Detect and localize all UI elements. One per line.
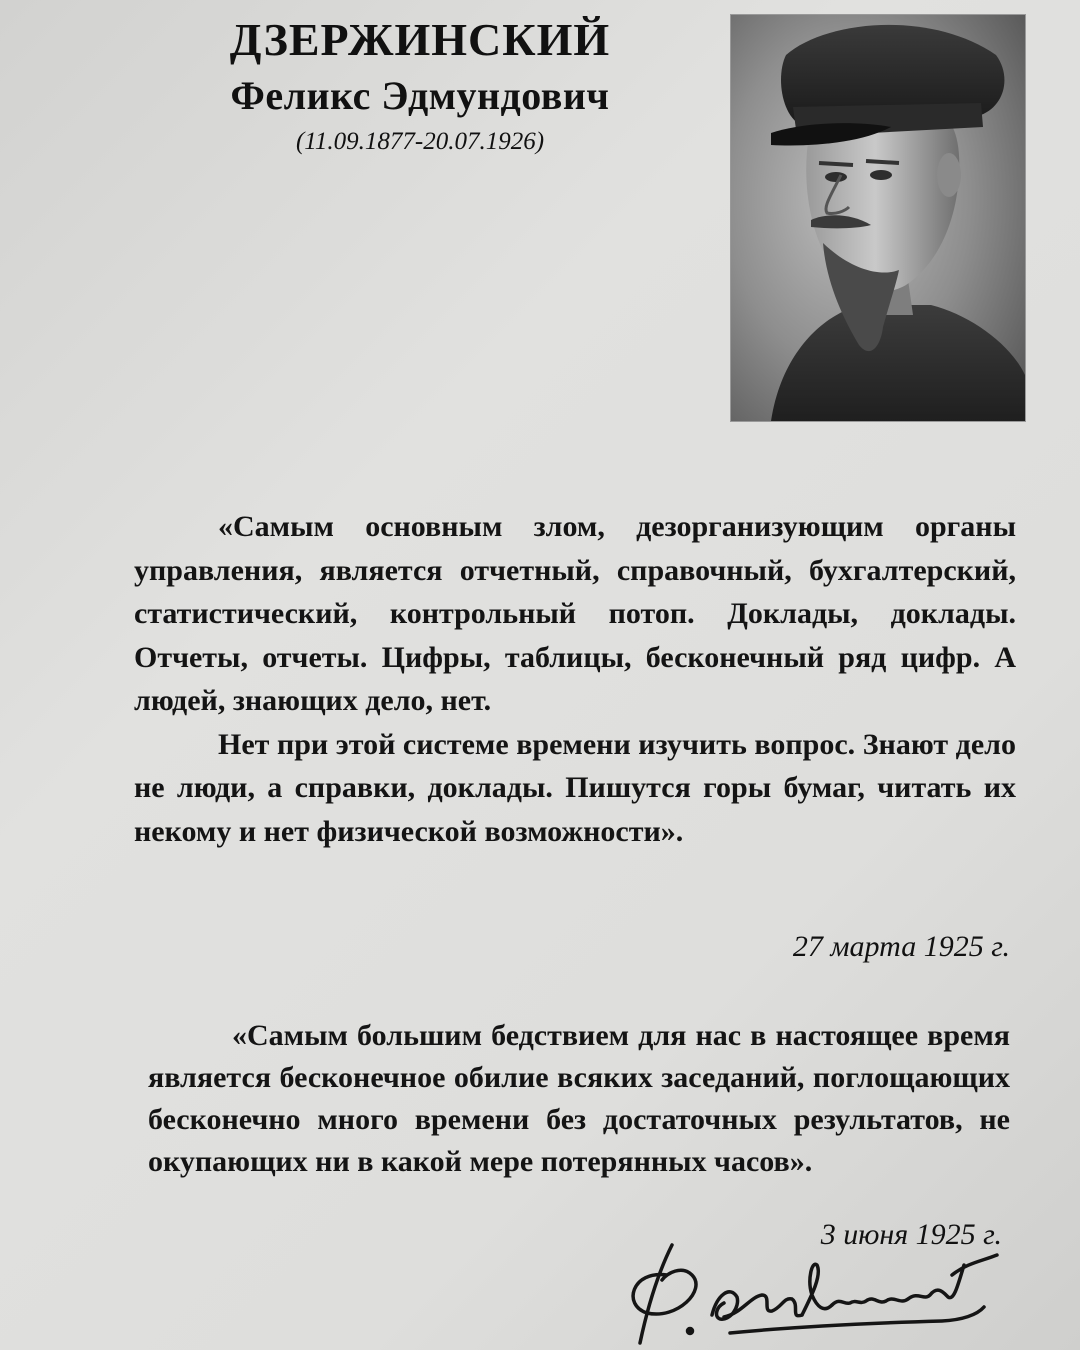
quote-block-2 [148,1015,1010,1183]
quote-1-date: 27 марта 1925 г. [792,930,1010,963]
quote-2-date: 3 июня 1925 г. [820,1218,1002,1251]
surname-title: ДЗЕРЖИНСКИЙ [229,14,611,65]
portrait-photo [730,14,1026,422]
header [170,10,670,162]
quote-1-paragraph-2: Нет при этой системе времени изучить вопрос. Знают дело не люди, а справки, доклады. Пишутся горы бумаг, читать их некому и нет физической возможности». [134,727,1016,848]
given-names: Феликс Эдмундович [230,73,610,118]
handwritten-signature [612,1235,1012,1347]
portrait-image [731,15,1025,421]
life-dates: (11.09.1877-20.07.1926) [295,128,545,155]
quote-1-paragraph-1: «Самым основным злом, дезорганизующим органы управления, является отчетный, справочный, бухгалтерский, статистический, контрольный потоп. Доклады, доклады. Отчеты, отчеты. Цифры, таблицы, бесконечный ряд цифр. А людей, знающих дело, нет. [134,510,1016,717]
quote-2-paragraph-1: «Самым большим бедствием для нас в настоящее время является бесконечное обилие всяких заседаний, поглощающих бесконечно много времени без достаточных результатов, не окупающих ни в какой мере потерянных часов». [148,1019,1010,1178]
quote-block-1 [134,505,1016,853]
